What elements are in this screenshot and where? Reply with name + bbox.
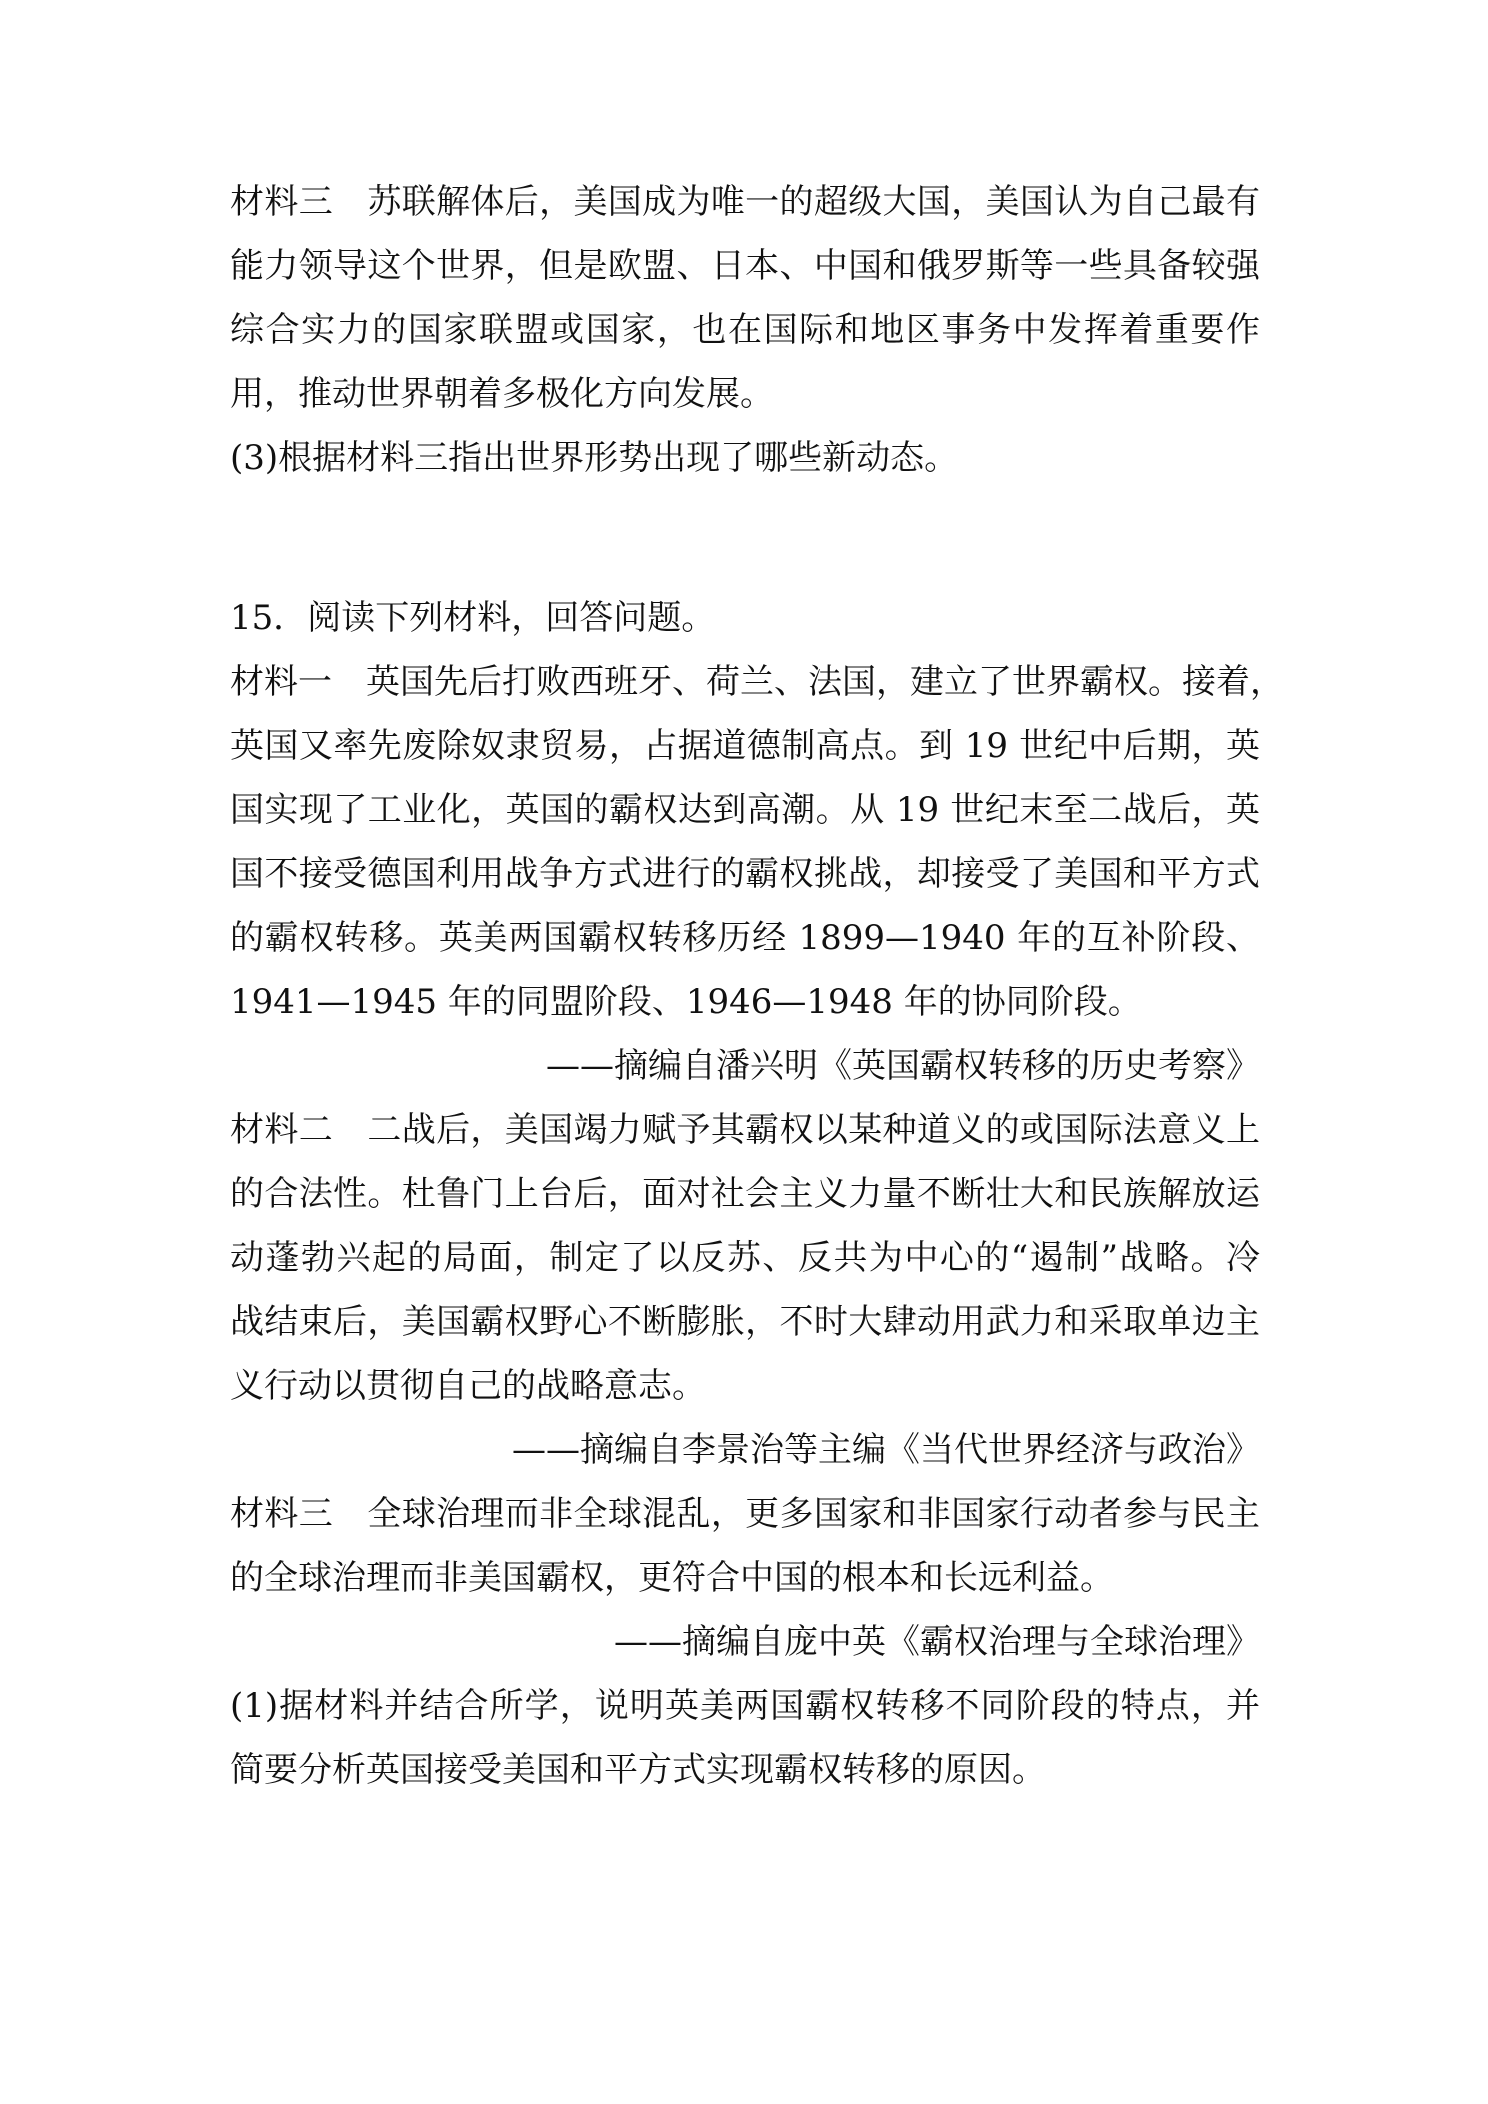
- text-line: 的全球治理而非美国霸权，更符合中国的根本和长远利益。: [230, 1558, 1114, 1598]
- q15-material-one: [230, 650, 1284, 1034]
- text-line: 战结束后，美国霸权野心不断膨胀，不时大肆动用武力和采取单边主: [230, 1302, 1260, 1342]
- text-line: 国不接受德国利用战争方式进行的霸权挑战，却接受了美国和平方式: [230, 854, 1260, 894]
- text-line: 的霸权转移。英美两国霸权转移历经 1899—1940 年的互补阶段、: [230, 918, 1260, 958]
- question-15-heading: 15．阅读下列材料，回答问题。: [230, 598, 716, 638]
- question-3: (3)根据材料三指出世界形势出现了哪些新动态。: [230, 438, 959, 478]
- q15-material-three: [230, 1482, 1260, 1610]
- text-line: 的合法性。杜鲁门上台后，面对社会主义力量不断壮大和民族解放运: [230, 1174, 1260, 1214]
- text-line: 能力领导这个世界，但是欧盟、日本、中国和俄罗斯等一些具备较强: [230, 246, 1260, 286]
- source-citation-3: ——摘编自庞中英《霸权治理与全球治理》: [614, 1622, 1260, 1662]
- text-line: 材料三 全球治理而非全球混乱，更多国家和非国家行动者参与民主: [230, 1494, 1260, 1534]
- document-content: [230, 170, 1284, 1802]
- source-citation-1: ——摘编自潘兴明《英国霸权转移的历史考察》: [546, 1046, 1260, 1086]
- text-line: 国实现了工业化，英国的霸权达到高潮。从 19 世纪末至二战后，英: [230, 790, 1260, 830]
- material-three-paragraph: [230, 170, 1260, 426]
- text-line: 材料三 苏联解体后，美国成为唯一的超级大国，美国认为自己最有: [230, 182, 1260, 222]
- text-line: 材料二 二战后，美国竭力赋予其霸权以某种道义的或国际法意义上: [230, 1110, 1260, 1150]
- text-line: 材料一 英国先后打败西班牙、荷兰、法国，建立了世界霸权。接着，: [230, 662, 1284, 702]
- section-gap: [230, 490, 1260, 586]
- text-line: 综合实力的国家联盟或国家，也在国际和地区事务中发挥着重要作: [230, 310, 1260, 350]
- text-line: 英国又率先废除奴隶贸易，占据道德制高点。到 19 世纪中后期，英: [230, 726, 1260, 766]
- q15-question-1: [230, 1674, 1260, 1802]
- text-line: 用，推动世界朝着多极化方向发展。: [230, 374, 774, 414]
- q15-material-two: [230, 1098, 1260, 1418]
- text-line: (1)据材料并结合所学，说明英美两国霸权转移不同阶段的特点，并: [230, 1686, 1260, 1726]
- text-line: 义行动以贯彻自己的战略意志。: [230, 1366, 706, 1406]
- text-line: 简要分析英国接受美国和平方式实现霸权转移的原因。: [230, 1750, 1046, 1790]
- source-citation-2: ——摘编自李景治等主编《当代世界经济与政治》: [512, 1430, 1260, 1470]
- text-line: 1941—1945 年的同盟阶段、1946—1948 年的协同阶段。: [230, 982, 1142, 1022]
- text-line: 动蓬勃兴起的局面，制定了以反苏、反共为中心的“遏制”战略。冷: [230, 1238, 1260, 1278]
